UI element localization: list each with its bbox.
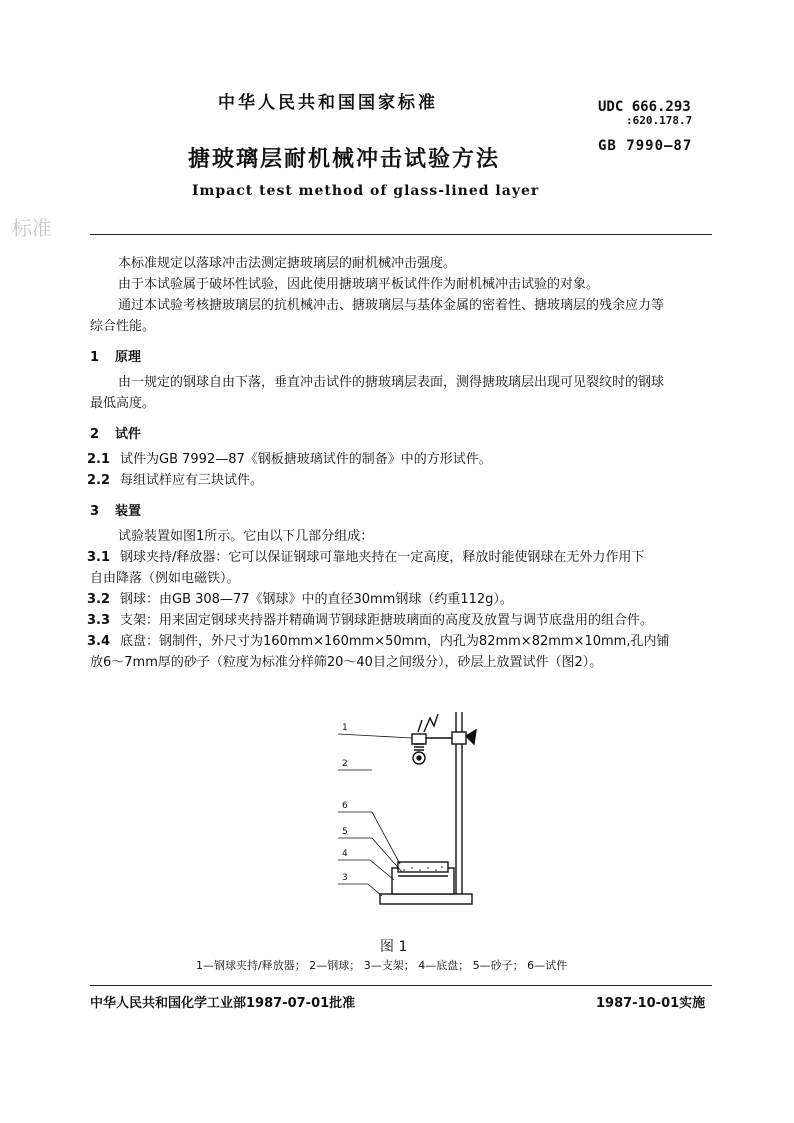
leader-6-b (372, 812, 400, 864)
clause-text: 底盘：钢制件，外尺寸为160mm×160mm×50mm，内孔为82mm×82mm×10mm,孔内铺 (120, 634, 670, 649)
holder-wire (424, 714, 438, 732)
gb-number: GB 7990—87 (598, 138, 693, 154)
clause-2-1 (62, 449, 715, 470)
figure-label-1: 1 (342, 723, 348, 733)
clause-text: 每组试样应有三块试件。 (120, 473, 264, 488)
figure-label-4: 4 (342, 849, 348, 859)
footer-divider (90, 985, 712, 986)
section-title: 试件 (115, 427, 142, 442)
intro-paragraph-2: 由于本试验属于破坏性试验，因此使用搪玻璃平板试件作为耐机械冲击试验的对象。 (118, 277, 600, 292)
section-1-text: 由一规定的钢球自由下落，垂直冲击试件的搪玻璃层表面，测得搪玻璃层出现可见裂纹时的钢球 (118, 375, 665, 390)
leader-5-b (372, 838, 402, 872)
figure-caption: 1—钢球夹持/释放器； 2—钢球； 3—支架； 4—底盘； 5—砂子； 6—试件 (196, 959, 568, 972)
figure-title: 图 1 (380, 939, 408, 955)
section-number: 3 (90, 504, 100, 519)
leader-3-b (368, 884, 382, 896)
clause-number: 3.3 (86, 613, 110, 628)
section-title: 原理 (115, 350, 142, 365)
clause-text: 钢球夹持/释放器：它可以保证钢球可靠地夹持在一定高度，释放时能使钢球在无外力作用下 (120, 550, 645, 565)
intro-paragraph-1: 本标准规定以落球冲击法测定搪玻璃层的耐机械冲击强度。 (118, 256, 457, 271)
clause-number: 2.1 (86, 452, 110, 467)
section-number: 2 (90, 427, 100, 442)
clause-text: 试件为GB 7992—87《钢板搪玻璃试件的制备》中的方形试件。 (120, 452, 492, 467)
figure-label-6: 6 (342, 801, 348, 811)
clause-3-1-cont: 自由降落（例如电磁铁）。 (90, 571, 240, 586)
clause-2-2 (62, 470, 715, 491)
column-clamp (452, 732, 466, 744)
clause-text: 支架：用来固定钢球夹持器并精确调节钢球距搪玻璃面的高度及放置与调节底盘用的组合件。 (120, 613, 654, 628)
steel-ball-center (417, 756, 421, 760)
clause-text: 钢球：由GB 308—77《钢球》中的直径30mm钢球（约重112g）。 (120, 592, 513, 607)
holder-coil (414, 744, 424, 750)
figure-label-2: 2 (342, 759, 348, 769)
intro-paragraph-3-cont: 综合性能。 (90, 319, 156, 334)
clause-3-3 (62, 610, 715, 631)
section-number: 1 (90, 350, 100, 365)
clause-number: 3.1 (86, 550, 110, 565)
holder-wire-2 (418, 720, 422, 732)
clause-3-2 (62, 589, 715, 610)
figure-label-3: 3 (342, 873, 348, 883)
apparatus-figure (320, 700, 510, 930)
implementation-date: 1987-10-01实施 (596, 996, 706, 1011)
approval-date: 中华人民共和国化学工业部1987-07-01批准 (90, 996, 356, 1011)
clause-3-1 (62, 547, 715, 568)
leader-4-b (370, 860, 394, 880)
page-title-english: Impact test method of glass-lined layer (192, 183, 540, 199)
test-specimen (398, 862, 448, 872)
section-1-text-cont: 最低高度。 (90, 396, 156, 411)
clause-number: 3.2 (86, 592, 110, 607)
side-watermark: 标准 (12, 216, 52, 240)
ball-holder (412, 734, 426, 744)
section-title: 装置 (115, 504, 142, 519)
clause-3-4 (62, 631, 715, 652)
section-3-lead: 试验装置如图1所示。它由以下几部分组成： (118, 529, 374, 544)
clause-3-4-cont: 放6～7mm厚的砂子（粒度为标准分样筛20～40目之间级分），砂层上放置试件（图2）。 (90, 655, 603, 670)
section-3-heading (90, 501, 715, 522)
standard-org: 中华人民共和国国家标准 (218, 93, 438, 113)
figure-label-5: 5 (342, 827, 348, 837)
udc-code (598, 100, 692, 128)
clause-number: 2.2 (86, 473, 110, 488)
section-1-heading (90, 347, 715, 368)
udc-line-2: :620.178.7 (626, 114, 693, 127)
leader-1 (338, 734, 412, 738)
header-divider (90, 234, 712, 235)
section-2-heading (90, 424, 715, 445)
udc-line-1: UDC 666.293 (598, 99, 691, 115)
stand-base (380, 894, 472, 904)
clause-number: 3.4 (86, 634, 110, 649)
clamp-screw (466, 730, 476, 744)
document-body (86, 253, 715, 673)
page-title: 搪玻璃层耐机械冲击试验方法 (188, 147, 501, 172)
intro-paragraph-3: 通过本试验考核搪玻璃层的抗机械冲击、搪玻璃层与基体金属的密着性、搪玻璃层的残余应力等 (118, 298, 665, 313)
